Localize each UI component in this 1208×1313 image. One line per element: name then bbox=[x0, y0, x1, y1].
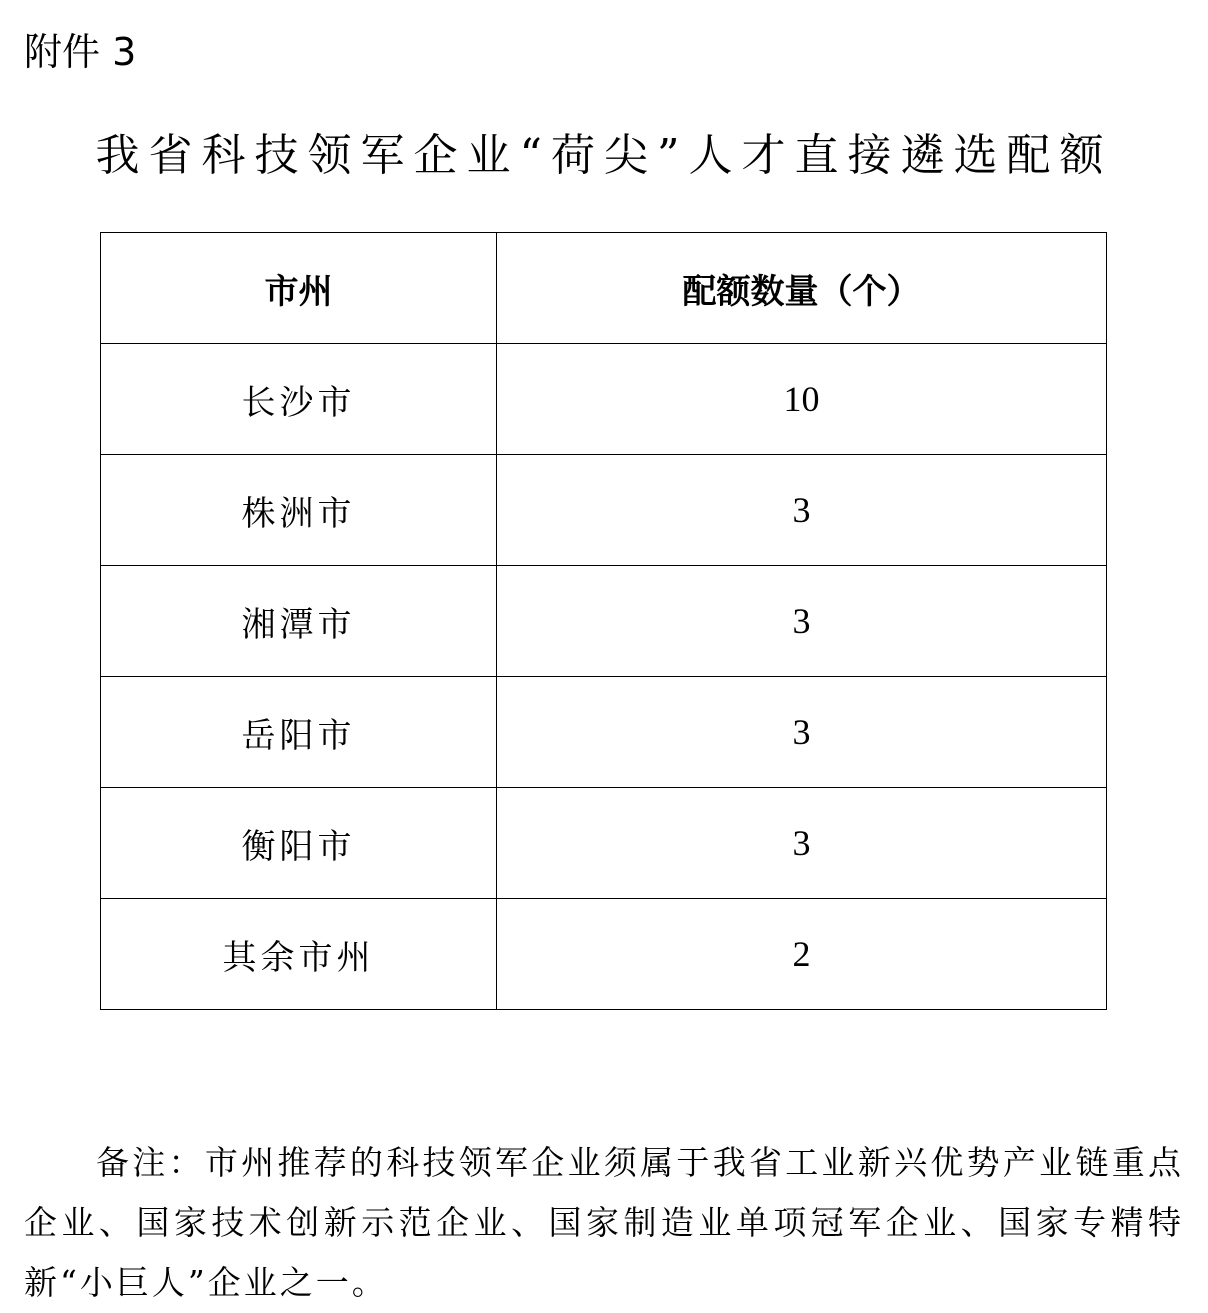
city-cell: 岳阳市 bbox=[101, 677, 497, 788]
quota-cell: 10 bbox=[497, 344, 1107, 455]
city-cell: 其余市州 bbox=[101, 899, 497, 1010]
quota-cell: 3 bbox=[497, 788, 1107, 899]
city-cell: 衡阳市 bbox=[101, 788, 497, 899]
quota-table bbox=[100, 232, 1107, 1010]
quota-cell: 3 bbox=[497, 566, 1107, 677]
table-row bbox=[101, 566, 1107, 677]
city-cell: 长沙市 bbox=[101, 344, 497, 455]
city-cell: 株洲市 bbox=[101, 455, 497, 566]
column-header-city: 市州 bbox=[101, 233, 497, 344]
table-row bbox=[101, 677, 1107, 788]
note-paragraph: 备注：市州推荐的科技领军企业须属于我省工业新兴优势产业链重点企业、国家技术创新示范企业、国家制造业单项冠军企业、国家专精特新“小巨人”企业之一。 bbox=[24, 1143, 1184, 1302]
quota-cell: 3 bbox=[497, 677, 1107, 788]
document-title: 我省科技领军企业“荷尖”人才直接遴选配额 bbox=[95, 130, 1113, 181]
column-header-quota: 配额数量（个） bbox=[497, 233, 1107, 344]
table-row bbox=[101, 455, 1107, 566]
city-cell: 湘潭市 bbox=[101, 566, 497, 677]
table-header-row bbox=[101, 233, 1107, 344]
table-row bbox=[101, 788, 1107, 899]
table-row bbox=[101, 899, 1107, 1010]
quota-cell: 3 bbox=[497, 455, 1107, 566]
quota-cell: 2 bbox=[497, 899, 1107, 1010]
table-row bbox=[101, 344, 1107, 455]
attachment-label: 附件 3 bbox=[24, 30, 137, 74]
